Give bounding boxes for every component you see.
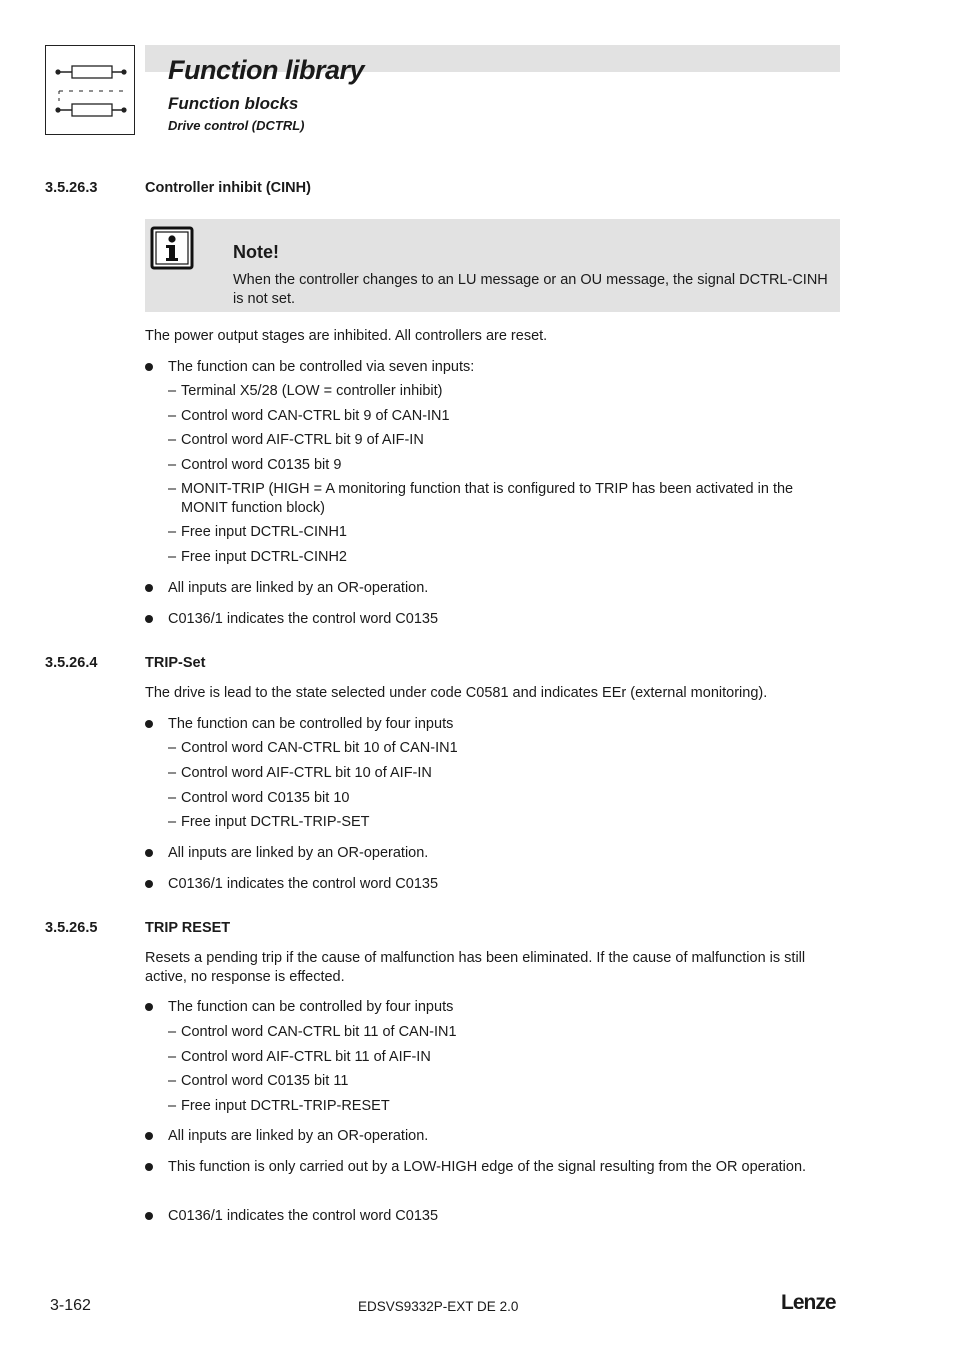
page-number: 3-162	[50, 1297, 91, 1314]
section-title: TRIP-Set	[145, 655, 206, 671]
bullet-dot	[145, 1132, 153, 1140]
section-title: Controller inhibit (CINH)	[145, 180, 311, 196]
dash-mark: –	[168, 524, 177, 540]
sub-list-item-text: Control word AIF-CTRL bit 10 of AIF-IN	[181, 765, 432, 781]
list-item-text: C0136/1 indicates the control word C0135	[168, 611, 439, 627]
dash-mark: –	[168, 1073, 177, 1089]
list-item-text: All inputs are linked by an OR-operation.	[168, 580, 429, 596]
section-number: 3.5.26.4	[45, 655, 98, 671]
page-title: Function library	[168, 55, 365, 85]
dash-mark: –	[168, 1024, 177, 1040]
note-text: When the controller changes to an LU message or an OU message, the signal DCTRL-CINH is not set.	[233, 272, 828, 307]
dash-mark: –	[168, 790, 177, 806]
sub-list-item-text: Free input DCTRL-TRIP-RESET	[181, 1098, 390, 1114]
bullet-dot	[145, 849, 153, 857]
sub-list-item-text: Control word AIF-CTRL bit 9 of AIF-IN	[181, 432, 424, 448]
list-item-text: The function can be controlled by four inputs	[168, 716, 454, 732]
list-item-text: This function is only carried out by a LOW-HIGH edge of the signal resulting from the OR operation.	[168, 1159, 807, 1175]
sub-list-item-text: Terminal X5/28 (LOW = controller inhibit)	[181, 383, 443, 399]
document-id: EDSVS9332P-EXT DE 2.0	[358, 1299, 519, 1314]
bullet-dot	[145, 880, 153, 888]
sub-list-item-text: Free input DCTRL-CINH1	[181, 524, 347, 540]
paragraph: The drive is lead to the state selected under code C0581 and indicates EEr (external monitoring).	[145, 685, 768, 701]
dash-mark: –	[168, 765, 177, 781]
section-number: 3.5.26.3	[45, 180, 98, 196]
dash-mark: –	[168, 549, 177, 565]
list-item-text: The function can be controlled via seven inputs:	[168, 359, 475, 375]
dash-mark: –	[168, 481, 177, 497]
section-number: 3.5.26.5	[45, 920, 98, 936]
sub-list-item-text: Control word C0135 bit 9	[181, 457, 342, 473]
page-subtitle: Function blocks	[168, 94, 299, 113]
dash-mark: –	[168, 432, 177, 448]
dash-mark: –	[168, 457, 177, 473]
list-item-text: C0136/1 indicates the control word C0135	[168, 876, 439, 892]
bullet-dot	[145, 720, 153, 728]
note-box	[145, 219, 840, 312]
sub-list-item-text: Control word CAN-CTRL bit 9 of CAN-IN1	[181, 408, 450, 424]
bullet-dot	[145, 363, 153, 371]
sub-list-item-text: Control word C0135 bit 10	[181, 790, 350, 806]
dash-mark: –	[168, 408, 177, 424]
sub-list-item-text: Control word CAN-CTRL bit 11 of CAN-IN1	[181, 1024, 457, 1040]
sub-list-item-text: Control word C0135 bit 11	[181, 1073, 349, 1089]
dash-mark: –	[168, 740, 177, 756]
paragraph: The power output stages are inhibited. All controllers are reset.	[145, 328, 548, 344]
sub-list-item-text: Free input DCTRL-CINH2	[181, 549, 347, 565]
dash-mark: –	[168, 383, 177, 399]
list-item-text: The function can be controlled by four inputs	[168, 999, 454, 1015]
list-item-text: All inputs are linked by an OR-operation.	[168, 1128, 429, 1144]
page-subsubtitle: Drive control (DCTRL)	[168, 118, 305, 133]
list-item-text: C0136/1 indicates the control word C0135	[168, 1208, 439, 1224]
note-title: Note!	[233, 242, 279, 262]
info-icon	[150, 226, 196, 272]
dash-mark: –	[168, 814, 177, 830]
bullet-dot	[145, 615, 153, 623]
dash-mark: –	[168, 1098, 177, 1114]
sub-list-item-text: MONIT-TRIP (HIGH = A monitoring function that is configured to TRIP has been activated in the MONIT function block)	[181, 481, 794, 516]
sub-list-item-text: Control word AIF-CTRL bit 11 of AIF-IN	[181, 1049, 431, 1065]
function-block-icon	[45, 45, 135, 135]
bullet-dot	[145, 1003, 153, 1011]
bullet-dot	[145, 1163, 153, 1171]
sub-list-item-text: Control word CAN-CTRL bit 10 of CAN-IN1	[181, 740, 458, 756]
list-item-text: All inputs are linked by an OR-operation.	[168, 845, 429, 861]
sub-list-item-text: Free input DCTRL-TRIP-SET	[181, 814, 370, 830]
bullet-dot	[145, 1212, 153, 1220]
section-title: TRIP RESET	[145, 920, 231, 936]
paragraph: Resets a pending trip if the cause of malfunction has been eliminated. If the cause of malfunction is still active, no response is effected.	[145, 950, 806, 985]
brand-logo: Lenze	[781, 1291, 836, 1314]
dash-mark: –	[168, 1049, 177, 1065]
bullet-dot	[145, 584, 153, 592]
